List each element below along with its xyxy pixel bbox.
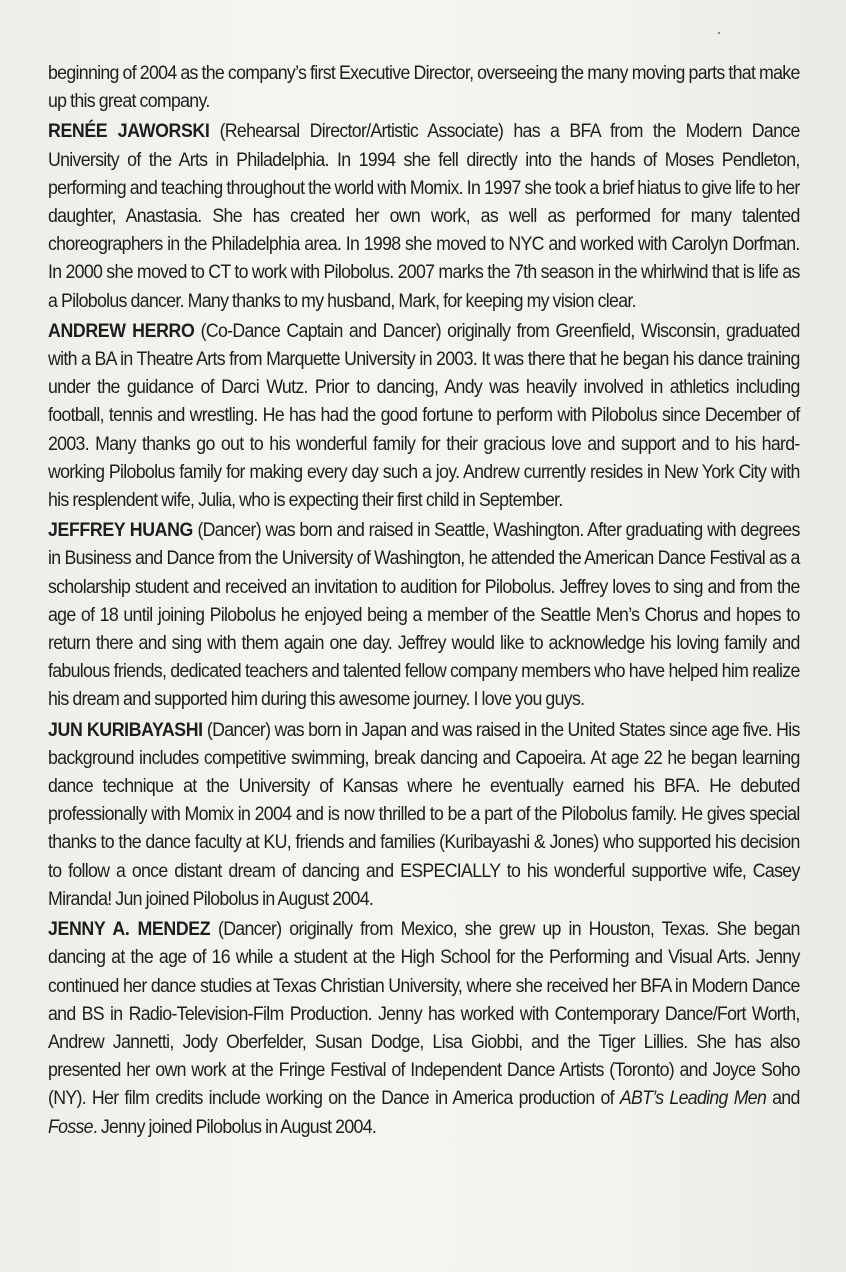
bio-text: (Dancer) was born and raised in Seattle, Washington. After graduating with degrees in Business and Dance from the University of Washington, he attended the American Dance Festival as a scholarship student and received an invitation to audition for Pilobolus. Jeffrey loves to sing and from the age of 18 until joining Pilobolus he enjoyed being a member of the Seattle Men’s Chorus and hopes to return there and sing with them again one day. Jeffrey would like to acknowledge his loving family and fabulous friends, dedicated teachers and talented fellow company members who have helped him realize his dream and supported him during this awesome journey. I love you guys. [48, 520, 800, 711]
bio-text: (Dancer) was born in Japan and was raised in the United States since age five. His background includes competitive swimming, break dancing and Capoeira. At age 22 he began learning dance technique at the University of Kansas where he eventually earned his BFA. He debuted professionally with Momix in 2004 and is now thrilled to be a part of the Pilobolus family. He gives special thanks to the dance faculty at KU, friends and families (Kuribayashi & Jones) who supported his decision to follow a once distant dream of dancing and ESPECIALLY to his wonderful supportive wife, Casey Miranda! Jun joined Pilobolus in August 2004. [48, 719, 800, 910]
scan-speck [718, 32, 720, 34]
bio-text: (Co-Dance Captain and Dancer) originally from Greenfield, Wisconsin, graduated with a BA in Theatre Arts from Marquette University in 2003. It was there that he began his dance training under the guidance of Darci Wutz. Prior to dancing, Andy was heavily involved in athletics including football, tennis and wrestling. He has had the good fortune to perform with Pilobolus since December of 2003. Many thanks go out to his wonderful family for their gracious love and support and to his hard-working Pilobolus family for making every day such a joy. Andrew currently resides in New York City with his resplendent wife, Julia, who is expecting their first child in September. [48, 320, 800, 512]
bio-text: and [766, 1088, 800, 1110]
production-title: ABT’s Leading Men [619, 1088, 767, 1110]
bio-column [48, 60, 800, 1144]
bio-paragraph-huang [48, 517, 800, 714]
bio-name: JUN KURIBAYASHI [48, 719, 203, 741]
bio-text: (Dancer) originally from Mexico, she grew up in Houston, Texas. She began dancing at the age of 16 while a student at the High School for the Performing and Visual Arts. Jenny continued her dance studies at Texas Christian University, where she received her BFA in Modern Dance and BS in Radio-Television-Film Production. Jenny has worked with Contemporary Dance/Fort Worth, Andrew Jannetti, Jody Oberfelder, Susan Dodge, Lisa Giobbi, and the Tiger Lillies. She has also presented her own work at the Fringe Festival of Independent Dance Artists (Toronto) and Joyce Soho (NY). Her film credits include working on the Dance in America production of [48, 919, 800, 1110]
bio-paragraph-herro [48, 318, 800, 515]
bio-paragraph-jaworski [48, 118, 800, 315]
bio-name: JENNY A. MENDEZ [48, 919, 211, 941]
bio-name: RENÉE JAWORSKI [48, 121, 210, 143]
bio-paragraph-mendez [48, 916, 800, 1142]
production-title: Fosse [48, 1116, 93, 1138]
bio-name: JEFFREY HUANG [48, 520, 193, 542]
bio-text: (Rehearsal Director/Artistic Associate) has a BFA from the Modern Dance University of the Arts in Philadelphia. In 1994 she fell directly into the hands of Moses Pendleton, performing and teaching throughout the world with Momix. In 1997 she took a brief hiatus to give life to her daughter, Anastasia. She has created her own work, as well as performed for many talented choreographers in the Philadelphia area. In 1998 she moved to NYC and worked with Carolyn Dorfman. In 2000 she moved to CT to work with Pilobolus. 2007 marks the 7th season in the whirlwind that is life as a Pilobolus dancer. Many thanks to my husband, Mark, for keeping my vision clear. [48, 121, 800, 312]
bio-paragraph-kuribayashi [48, 717, 800, 914]
bio-name: ANDREW HERRO [48, 320, 195, 342]
intro-paragraph: beginning of 2004 as the company’s first Executive Director, overseeing the many moving parts that make up this great company. [48, 63, 800, 113]
bio-text: . Jenny joined Pilobolus in August 2004. [92, 1116, 377, 1138]
